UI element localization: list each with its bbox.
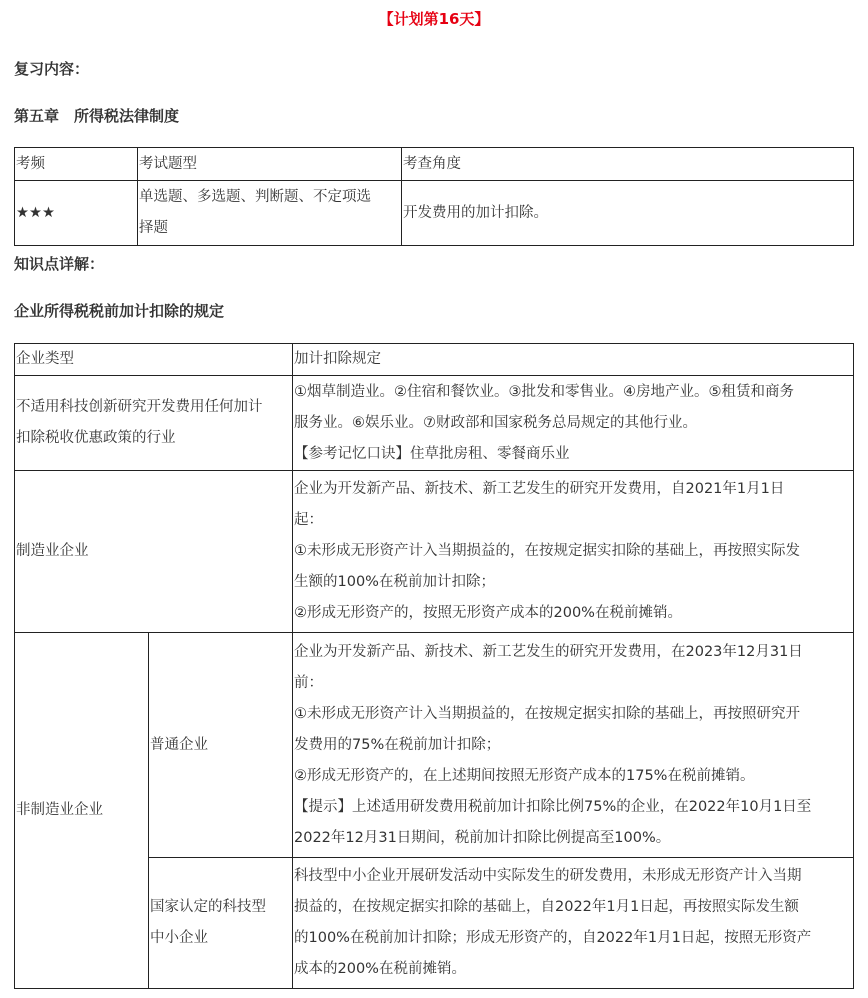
question-types bbox=[138, 181, 402, 246]
header-cell: 考查角度 bbox=[402, 148, 854, 181]
rule-text bbox=[293, 471, 854, 633]
text-line: 服务业。⑥娱乐业。⑦财政部和国家税务总局规定的其他行业。 bbox=[294, 414, 697, 431]
text-line: 的100%在税前加计扣除；形成无形资产的，自2022年1月1日起，按照无形资产 bbox=[294, 930, 812, 946]
enterprise-subtype bbox=[149, 858, 293, 989]
table-row bbox=[15, 181, 854, 246]
text-line: ①烟草制造业。②住宿和餐饮业。③批发和零售业。④房地产业。⑤租赁和商务 bbox=[294, 383, 794, 400]
table-header-row bbox=[15, 148, 854, 181]
rule-text bbox=[293, 858, 854, 989]
text-line: 科技型中小企业开展研发活动中实际发生的研发费用，未形成无形资产计入当期 bbox=[294, 868, 802, 884]
header-cell: 考试题型 bbox=[138, 148, 402, 181]
exam-info-table bbox=[14, 147, 854, 246]
header-cell: 企业类型 bbox=[15, 344, 293, 376]
text-line: 成本的200%在税前摊销。 bbox=[294, 961, 466, 977]
text-line: ①未形成无形资产计入当期损益的，在按规定据实扣除的基础上，再按照研究开 bbox=[294, 705, 800, 722]
text-line: 生额的100%在税前加计扣除； bbox=[294, 574, 495, 590]
enterprise-type bbox=[15, 376, 293, 471]
text-line: 单选题、多选题、判断题、不定项选 bbox=[139, 189, 371, 205]
text-line: 2022年12月31日期间，税前加计扣除比例提高至100%。 bbox=[294, 829, 671, 846]
text-line: 扣除税收优惠政策的行业 bbox=[16, 430, 176, 446]
exam-angle: 开发费用的加计扣除。 bbox=[402, 181, 854, 246]
chapter-heading: 第五章 所得税法律制度 bbox=[14, 107, 180, 125]
text-line: ①未形成无形资产计入当期损益的，在按规定据实扣除的基础上，再按照实际发 bbox=[294, 543, 800, 559]
table-row bbox=[15, 471, 854, 633]
table-row bbox=[15, 633, 854, 858]
text-line: 起： bbox=[294, 512, 323, 528]
header-cell: 考频 bbox=[15, 148, 138, 181]
rule-text bbox=[293, 376, 854, 471]
text-line: ②形成无形资产的，按照无形资产成本的200%在税前摊销。 bbox=[294, 605, 682, 621]
header-cell: 加计扣除规定 bbox=[293, 344, 854, 376]
text-line: 【提示】上述适用研发费用税前加计扣除比例75%的企业，在2022年10月1日至 bbox=[294, 798, 812, 815]
text-line: 国家认定的科技型 bbox=[150, 899, 266, 915]
text-line: 损益的，在按规定据实扣除的基础上，自2022年1月1日起，再按照实际发生额 bbox=[294, 899, 799, 915]
text-line: ②形成无形资产的，在上述期间按照无形资产成本的175%在税前摊销。 bbox=[294, 767, 755, 784]
knowledge-label: 知识点详解： bbox=[14, 255, 105, 273]
text-line: 【参考记忆口诀】住草批房租、零餐商乐业 bbox=[294, 445, 570, 462]
enterprise-type: 制造业企业 bbox=[15, 471, 293, 633]
text-line: 前： bbox=[294, 674, 323, 691]
section-title: 企业所得税税前加计扣除的规定 bbox=[14, 302, 225, 320]
enterprise-type: 非制造业企业 bbox=[15, 633, 149, 989]
table-header-row bbox=[15, 344, 854, 376]
enterprise-subtype: 普通企业 bbox=[149, 633, 293, 858]
table-row bbox=[15, 376, 854, 471]
frequency-stars: ★★★ bbox=[15, 181, 138, 246]
text-line: 择题 bbox=[139, 220, 168, 236]
deduction-rules-table bbox=[14, 343, 854, 989]
text-line: 企业为开发新产品、新技术、新工艺发生的研究开发费用，在2023年12月31日 bbox=[294, 643, 803, 660]
text-line: 企业为开发新产品、新技术、新工艺发生的研究开发费用，自2021年1月1日 bbox=[294, 481, 785, 497]
text-line: 中小企业 bbox=[150, 930, 208, 946]
plan-day-title: 【计划第16天】 bbox=[378, 10, 490, 28]
rule-text bbox=[293, 633, 854, 858]
review-label: 复习内容： bbox=[14, 60, 90, 78]
text-line: 不适用科技创新研究开发费用任何加计 bbox=[16, 399, 263, 415]
text-line: 发费用的75%在税前加计扣除； bbox=[294, 736, 501, 753]
